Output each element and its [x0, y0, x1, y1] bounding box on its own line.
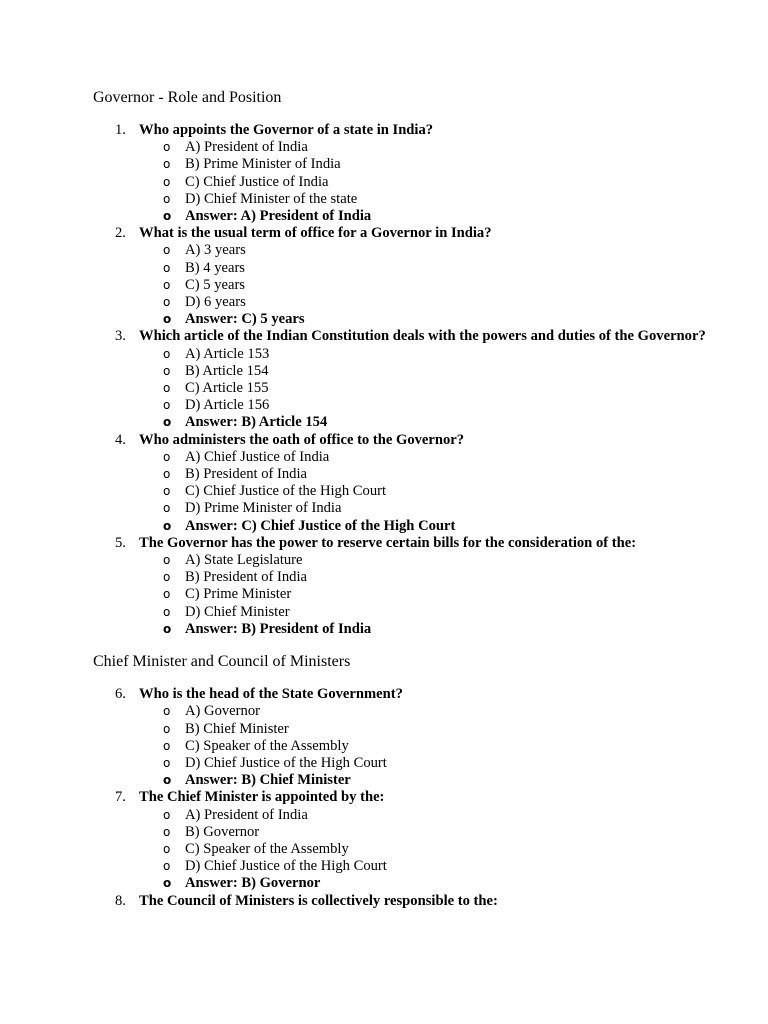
bullet-icon: o: [163, 467, 171, 482]
option-text: D) Chief Minister: [185, 603, 290, 620]
option-item: [139, 721, 708, 738]
question-text: What is the usual term of office for a Governor in India?: [139, 225, 492, 242]
bullet-icon: o: [163, 807, 171, 822]
option-text: B) Governor: [185, 823, 260, 840]
bullet-icon: o: [163, 570, 171, 585]
question-list: [93, 122, 708, 638]
option-list: [139, 552, 708, 638]
option-text: A) Chief Justice of India: [185, 448, 330, 465]
bullet-icon: o: [163, 381, 171, 396]
bullet-icon: o: [163, 484, 171, 499]
option-text: C) Chief Justice of the High Court: [185, 483, 387, 500]
option-text: A) 3 years: [185, 242, 246, 259]
option-text: A) President of India: [185, 806, 308, 823]
option-item: [139, 755, 708, 772]
option-text: C) Speaker of the Assembly: [185, 840, 349, 857]
option-text: D) Chief Justice of the High Court: [185, 858, 387, 875]
question-list: [93, 686, 708, 910]
option-item: [139, 858, 708, 875]
option-item: [139, 449, 708, 466]
question-item: [93, 789, 708, 892]
option-list: [139, 242, 708, 328]
option-text: D) 6 years: [185, 294, 246, 311]
option-item: [139, 380, 708, 397]
bullet-icon: o: [163, 398, 171, 413]
option-item: [139, 191, 708, 208]
answer-item: [139, 772, 708, 789]
question-item: [93, 535, 708, 638]
option-item: [139, 552, 708, 569]
option-text: A) State Legislature: [185, 552, 303, 569]
option-item: [139, 738, 708, 755]
bullet-icon: o: [163, 553, 171, 568]
bullet-icon: o: [163, 209, 172, 224]
option-text: A) Governor: [185, 703, 260, 720]
option-item: [139, 466, 708, 483]
option-item: [139, 586, 708, 603]
question-text: The Governor has the power to reserve certain bills for the consideration of the:: [139, 534, 637, 551]
bullet-icon: o: [163, 260, 171, 275]
question-number: 1.: [115, 122, 126, 138]
answer-item: [139, 621, 708, 638]
question-item: [93, 893, 708, 910]
option-item: [139, 156, 708, 173]
option-item: [139, 242, 708, 259]
option-item: [139, 363, 708, 380]
question-number: 8.: [115, 892, 126, 909]
question-text: The Council of Ministers is collectively responsible to the:: [139, 892, 498, 909]
bullet-icon: o: [163, 824, 171, 839]
question-text: Who administers the oath of office to the Governor?: [139, 431, 465, 448]
question-text: Which article of the Indian Constitution deals with the powers and duties of the Governor?: [139, 328, 706, 345]
option-text: B) Chief Minister: [185, 720, 289, 737]
option-item: [139, 483, 708, 500]
section-title: Chief Minister and Council of Ministers: [93, 653, 351, 671]
bullet-icon: o: [163, 191, 171, 206]
bullet-icon: o: [163, 295, 171, 310]
bullet-icon: o: [163, 140, 171, 155]
bullet-icon: o: [163, 518, 172, 533]
bullet-icon: o: [163, 363, 171, 378]
bullet-icon: o: [163, 449, 171, 464]
answer-text: Answer: B) Chief Minister: [185, 772, 351, 789]
answer-text: Answer: C) 5 years: [185, 311, 305, 328]
option-item: [139, 703, 708, 720]
question-text: Who appoints the Governor of a state in India?: [139, 122, 434, 138]
bullet-icon: o: [163, 621, 172, 636]
bullet-icon: o: [163, 721, 171, 736]
question-item: [93, 328, 708, 431]
question-text: The Chief Minister is appointed by the:: [139, 789, 385, 806]
bullet-icon: o: [163, 587, 171, 602]
answer-item: [139, 518, 708, 535]
option-item: [139, 569, 708, 586]
bullet-icon: o: [163, 876, 172, 891]
question-number: 5.: [115, 534, 126, 551]
bullet-icon: o: [163, 243, 171, 258]
section-chief-minister: [93, 651, 708, 910]
option-item: [139, 139, 708, 156]
option-text: C) Article 155: [185, 380, 269, 397]
answer-text: Answer: B) President of India: [185, 620, 372, 637]
option-text: C) Speaker of the Assembly: [185, 737, 349, 754]
bullet-icon: o: [163, 704, 171, 719]
question-number: 6.: [115, 686, 126, 703]
answer-text: Answer: A) President of India: [185, 208, 372, 225]
question-item: [93, 686, 708, 789]
bullet-icon: o: [163, 738, 171, 753]
question-text: Who is the head of the State Government?: [139, 686, 403, 703]
bullet-icon: o: [163, 157, 171, 172]
bullet-icon: o: [163, 773, 172, 788]
bullet-icon: o: [163, 859, 171, 874]
option-text: B) President of India: [185, 466, 307, 483]
answer-item: [139, 311, 708, 328]
question-item: [93, 432, 708, 535]
option-item: [139, 346, 708, 363]
option-text: B) 4 years: [185, 259, 245, 276]
option-item: [139, 260, 708, 277]
question-number: 2.: [115, 225, 126, 242]
bullet-icon: o: [163, 346, 171, 361]
answer-item: [139, 208, 708, 225]
question-number: 3.: [115, 328, 126, 345]
bullet-icon: o: [163, 604, 171, 619]
answer-item: [139, 414, 708, 431]
option-text: A) President of India: [185, 139, 308, 156]
option-text: D) Article 156: [185, 397, 270, 414]
option-item: [139, 294, 708, 311]
option-text: B) Article 154: [185, 362, 269, 379]
option-item: [139, 500, 708, 517]
answer-text: Answer: B) Governor: [185, 875, 321, 892]
option-item: [139, 807, 708, 824]
section-governor: [93, 87, 708, 638]
question-number: 4.: [115, 431, 126, 448]
option-text: C) Prime Minister: [185, 586, 292, 603]
option-text: A) Article 153: [185, 345, 270, 362]
option-text: D) Chief Minister of the state: [185, 190, 358, 207]
option-text: B) Prime Minister of India: [185, 156, 341, 173]
option-list: [139, 703, 708, 789]
option-list: [139, 139, 708, 225]
bullet-icon: o: [163, 174, 171, 189]
question-number: 7.: [115, 789, 126, 806]
answer-text: Answer: B) Article 154: [185, 414, 328, 431]
option-text: D) Prime Minister of India: [185, 500, 342, 517]
option-item: [139, 604, 708, 621]
option-item: [139, 824, 708, 841]
option-item: [139, 397, 708, 414]
bullet-icon: o: [163, 415, 172, 430]
option-text: D) Chief Justice of the High Court: [185, 754, 387, 771]
question-item: [93, 122, 708, 225]
option-item: [139, 841, 708, 858]
option-item: [139, 277, 708, 294]
option-list: [139, 449, 708, 535]
bullet-icon: o: [163, 841, 171, 856]
option-text: C) 5 years: [185, 276, 245, 293]
bullet-icon: o: [163, 277, 171, 292]
answer-item: [139, 875, 708, 892]
option-list: [139, 807, 708, 893]
bullet-icon: o: [163, 755, 171, 770]
bullet-icon: o: [163, 501, 171, 516]
option-list: [139, 346, 708, 432]
option-text: B) President of India: [185, 569, 307, 586]
question-item: [93, 225, 708, 328]
answer-text: Answer: C) Chief Justice of the High Court: [185, 517, 456, 534]
option-item: [139, 174, 708, 191]
bullet-icon: o: [163, 312, 172, 327]
section-title: Governor - Role and Position: [93, 89, 282, 106]
option-text: C) Chief Justice of India: [185, 173, 329, 190]
